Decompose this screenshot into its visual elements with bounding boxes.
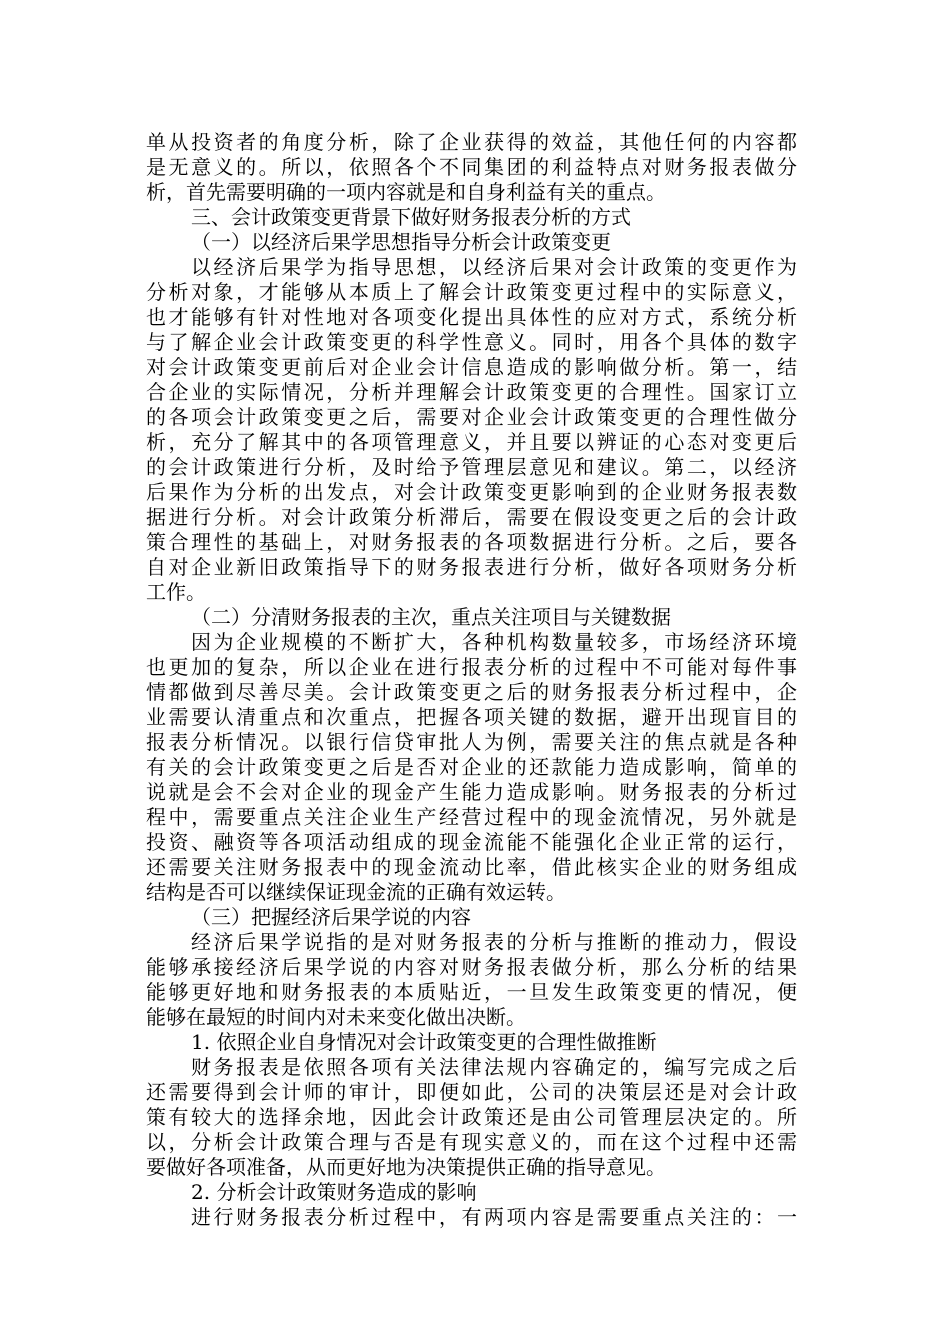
paragraph-line: 经济后果学说指的是对财务报表的分析与推断的推动力，假设 [191,930,797,954]
paragraph-line: 析，首先需要明确的一项内容就是和自身利益有关的重点。 [146,180,666,204]
paragraph-line: 情都做到尽善尽美。会计政策变更之后的财务报表分析过程中，企 [146,680,797,704]
paragraph-line: 自对企业新旧政策指导下的财务报表进行分析，做好各项财务分析 [146,555,797,579]
subsection-heading: （三）把握经济后果学说的内容 [191,905,471,929]
paragraph-line: 程中，需要重点关注企业生产经营过程中的现金流情况，另外就是 [146,805,797,829]
paragraph-line: 财务报表是依照各项有关法律法规内容确定的，编写完成之后 [191,1055,797,1079]
paragraph-line: 业需要认清重点和次重点，把握各项关键的数据，避开出现盲目的 [146,705,797,729]
paragraph-line: 的会计政策进行分析，及时给予管理层意见和建议。第二，以经济 [146,455,797,479]
paragraph-line: 对会计政策变更前后对企业会计信息造成的影响做分析。第一，结 [146,355,797,379]
paragraph-line: 策合理性的基础上，对财务报表的各项数据进行分析。之后，要各 [146,530,797,554]
paragraph-line: 合企业的实际情况，分析并理解会计政策变更的合理性。国家订立 [146,380,797,404]
paragraph-line: 与了解企业会计政策变更的科学性意义。同时，用各个具体的数字 [146,330,797,354]
paragraph-line: 还需要关注财务报表中的现金流动比率，借此核实企业的财务组成 [146,855,797,879]
paragraph-line: 能够承接经济后果学说的内容对财务报表做分析，那么分析的结果 [146,955,797,979]
subsection-heading: （一）以经济后果学思想指导分析会计政策变更 [191,230,611,254]
paragraph-line: 还需要得到会计师的审计，即便如此，公司的决策层还是对会计政 [146,1080,797,1104]
paragraph-line: 策有较大的选择余地，因此会计政策还是由公司管理层决定的。所 [146,1105,797,1129]
paragraph-line: 能够在最短的时间内对未来变化做出决断。 [146,1005,526,1029]
numbered-heading: 2. 分析会计政策财务造成的影响 [191,1180,477,1204]
paragraph-line: 也更加的复杂，所以企业在进行报表分析的过程中不可能对每件事 [146,655,797,679]
paragraph-line: 析，充分了解其中的各项管理意义，并且要以辨证的心态对变更后 [146,430,797,454]
paragraph-line: 说就是会不会对企业的现金产生能力造成影响。财务报表的分析过 [146,780,797,804]
subsection-heading: （二）分清财务报表的主次，重点关注项目与关键数据 [191,605,671,629]
paragraph-line: 有关的会计政策变更之后是否对企业的还款能力造成影响，简单的 [146,755,797,779]
paragraph-line: 工作。 [146,580,206,604]
paragraph-line: 结构是否可以继续保证现金流的正确有效运转。 [146,880,566,904]
paragraph-line: 以，分析会计政策合理与否是有现实意义的，而在这个过程中还需 [146,1130,797,1154]
paragraph-line: 投资、融资等各项活动组成的现金流能不能强化企业正常的运行， [146,830,797,854]
paragraph-line: 据进行分析。对会计政策分析滞后，需要在假设变更之后的会计政 [146,505,797,529]
paragraph-line: 也才能够有针对性地对各项变化提出具体性的应对方式，系统分析 [146,305,797,329]
paragraph-line: 以经济后果学为指导思想，以经济后果对会计政策的变更作为 [191,255,797,279]
paragraph-line: 因为企业规模的不断扩大，各种机构数量较多，市场经济环境 [191,630,797,654]
paragraph-line: 分析对象，才能够从本质上了解会计政策变更过程中的实际意义， [146,280,797,304]
paragraph-line: 的各项会计政策变更之后，需要对企业会计政策变更的合理性做分 [146,405,797,429]
paragraph-line: 能够更好地和财务报表的本质贴近，一旦发生政策变更的情况，便 [146,980,797,1004]
section-heading: 三、会计政策变更背景下做好财务报表分析的方式 [191,205,631,229]
paragraph-line: 是无意义的。所以，依照各个不同集团的利益特点对财务报表做分 [146,155,797,179]
paragraph-line: 报表分析情况。以银行信贷审批人为例，需要关注的焦点就是各种 [146,730,797,754]
paragraph-line: 单从投资者的角度分析，除了企业获得的效益，其他任何的内容都 [146,130,797,154]
paragraph-line: 后果作为分析的出发点，对会计政策变更影响到的企业财务报表数 [146,480,797,504]
numbered-heading: 1. 依照企业自身情况对会计政策变更的合理性做推断 [191,1030,657,1054]
paragraph-line: 进行财务报表分析过程中，有两项内容是需要重点关注的：一 [191,1205,797,1229]
paragraph-line: 要做好各项准备，从而更好地为决策提供正确的指导意见。 [146,1155,666,1179]
